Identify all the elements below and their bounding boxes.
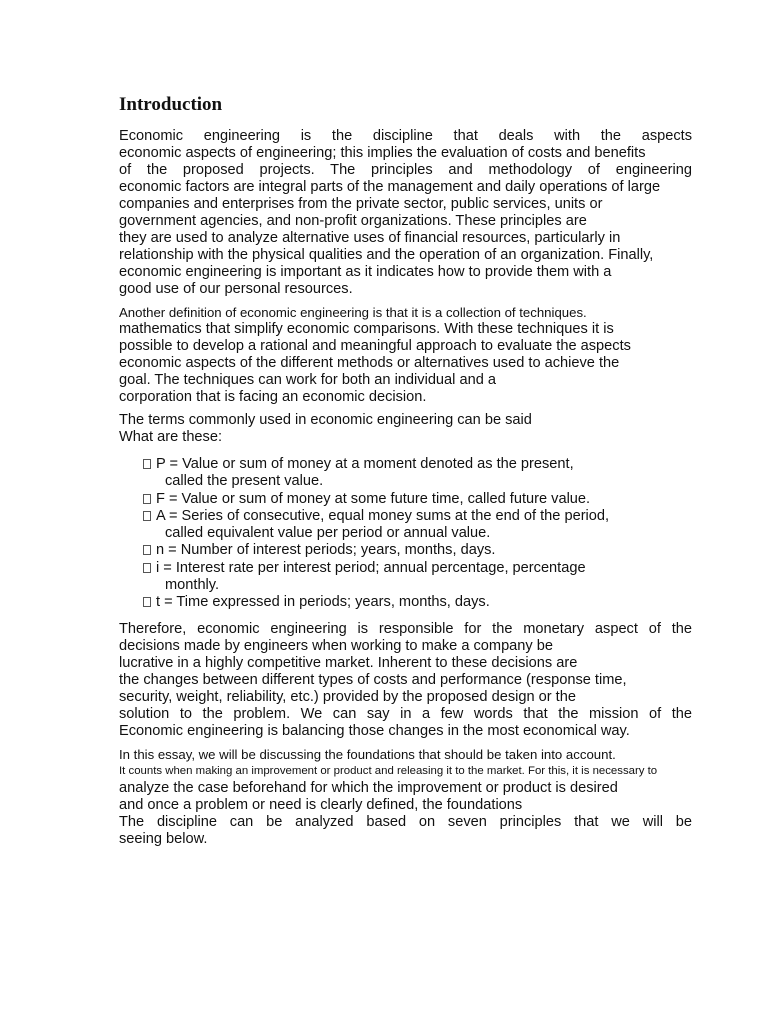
list-item-continuation: called the present value. <box>165 473 324 490</box>
text-line: possible to develop a rational and meaningful approach to evaluate the aspects <box>119 338 631 354</box>
text-line: companies and enterprises from the private sector, public services, units or <box>119 196 603 212</box>
list-item-text: A = Series of consecutive, equal money sums at the end of the period, <box>156 507 610 524</box>
text-line: of the proposed projects. The principles and methodology of engineering <box>119 162 692 178</box>
text-line: seeing below. <box>119 830 208 847</box>
text-line: Therefore, economic engineering is responsible for the monetary aspect of the <box>119 620 692 637</box>
list-item-text: n = Number of interest periods; years, months, days. <box>156 542 496 559</box>
text-line: Another definition of economic engineering is that it is a collection of techniques. <box>119 305 587 320</box>
list-item-continuation: called equivalent value per period or annual value. <box>165 525 491 542</box>
paragraph-terms-intro <box>119 412 692 446</box>
paragraph-monetary-aspect <box>119 621 692 740</box>
bullet-box-icon <box>143 563 151 573</box>
bullet-box-icon <box>143 511 151 521</box>
paragraph-economic-engineering-definition <box>119 128 692 298</box>
list-item-text: F = Value or sum of money at some future time, called future value. <box>156 490 591 507</box>
text-line: they are used to analyze alternative uses of financial resources, particularly in <box>119 230 621 246</box>
text-line: decisions made by engineers when working to make a company be <box>119 637 554 654</box>
bullet-box-icon <box>143 494 151 504</box>
paragraph-essay-scope <box>119 746 692 848</box>
text-line: What are these: <box>119 429 223 445</box>
section-heading: Introduction <box>119 94 223 115</box>
text-line: solution to the problem. We can say in a few words that the mission of the <box>119 705 692 722</box>
text-line: economic factors are integral parts of the management and daily operations of large <box>119 179 661 195</box>
list-item-continuation: monthly. <box>165 577 220 594</box>
list-item <box>143 560 692 595</box>
list-item <box>143 456 692 491</box>
text-line: corporation that is facing an economic decision. <box>119 389 427 405</box>
text-line: analyze the case beforehand for which the improvement or product is desired <box>119 779 618 796</box>
text-line: good use of our personal resources. <box>119 281 353 297</box>
text-line: economic engineering is important as it indicates how to provide them with a <box>119 264 612 280</box>
text-line: The discipline can be analyzed based on seven principles that we will be <box>119 813 692 830</box>
text-line: and once a problem or need is clearly defined, the foundations <box>119 796 523 813</box>
text-line: Economic engineering is the discipline that deals with the aspects <box>119 128 692 144</box>
list-item <box>143 594 692 611</box>
text-line: government agencies, and non-profit organizations. These principles are <box>119 213 587 229</box>
list-item <box>143 542 692 559</box>
terms-list <box>143 456 692 612</box>
text-line: mathematics that simplify economic comparisons. With these techniques it is <box>119 321 614 337</box>
list-item-text: t = Time expressed in periods; years, months, days. <box>156 594 490 611</box>
bullet-box-icon <box>143 459 151 469</box>
bullet-box-icon <box>143 545 151 555</box>
document-page <box>119 92 692 854</box>
text-line: the changes between different types of costs and performance (response time, <box>119 671 627 688</box>
text-line: economic aspects of engineering; this implies the evaluation of costs and benefits <box>119 145 646 161</box>
text-line: lucrative in a highly competitive market. Inherent to these decisions are <box>119 654 578 671</box>
text-line: The terms commonly used in economic engineering can be said <box>119 412 532 428</box>
list-item <box>143 491 692 508</box>
text-line: goal. The techniques can work for both an individual and a <box>119 372 496 388</box>
list-item <box>143 508 692 543</box>
list-item-text: i = Interest rate per interest period; annual percentage, percentage <box>156 559 586 576</box>
paragraph-another-definition <box>119 304 692 406</box>
text-line: economic aspects of the different methods or alternatives used to achieve the <box>119 355 620 371</box>
text-line: It counts when making an improvement or product and releasing it to the market. For this, it is necessary to <box>119 764 658 777</box>
list-item-text: P = Value or sum of money at a moment denoted as the present, <box>156 456 574 472</box>
text-line: In this essay, we will be discussing the foundations that should be taken into account. <box>119 746 616 762</box>
text-line: Economic engineering is balancing those changes in the most economical way. <box>119 722 630 739</box>
bullet-box-icon <box>143 597 151 607</box>
text-line: security, weight, reliability, etc.) provided by the proposed design or the <box>119 688 576 705</box>
text-line: relationship with the physical qualities and the operation of an organization. Finally, <box>119 247 654 263</box>
